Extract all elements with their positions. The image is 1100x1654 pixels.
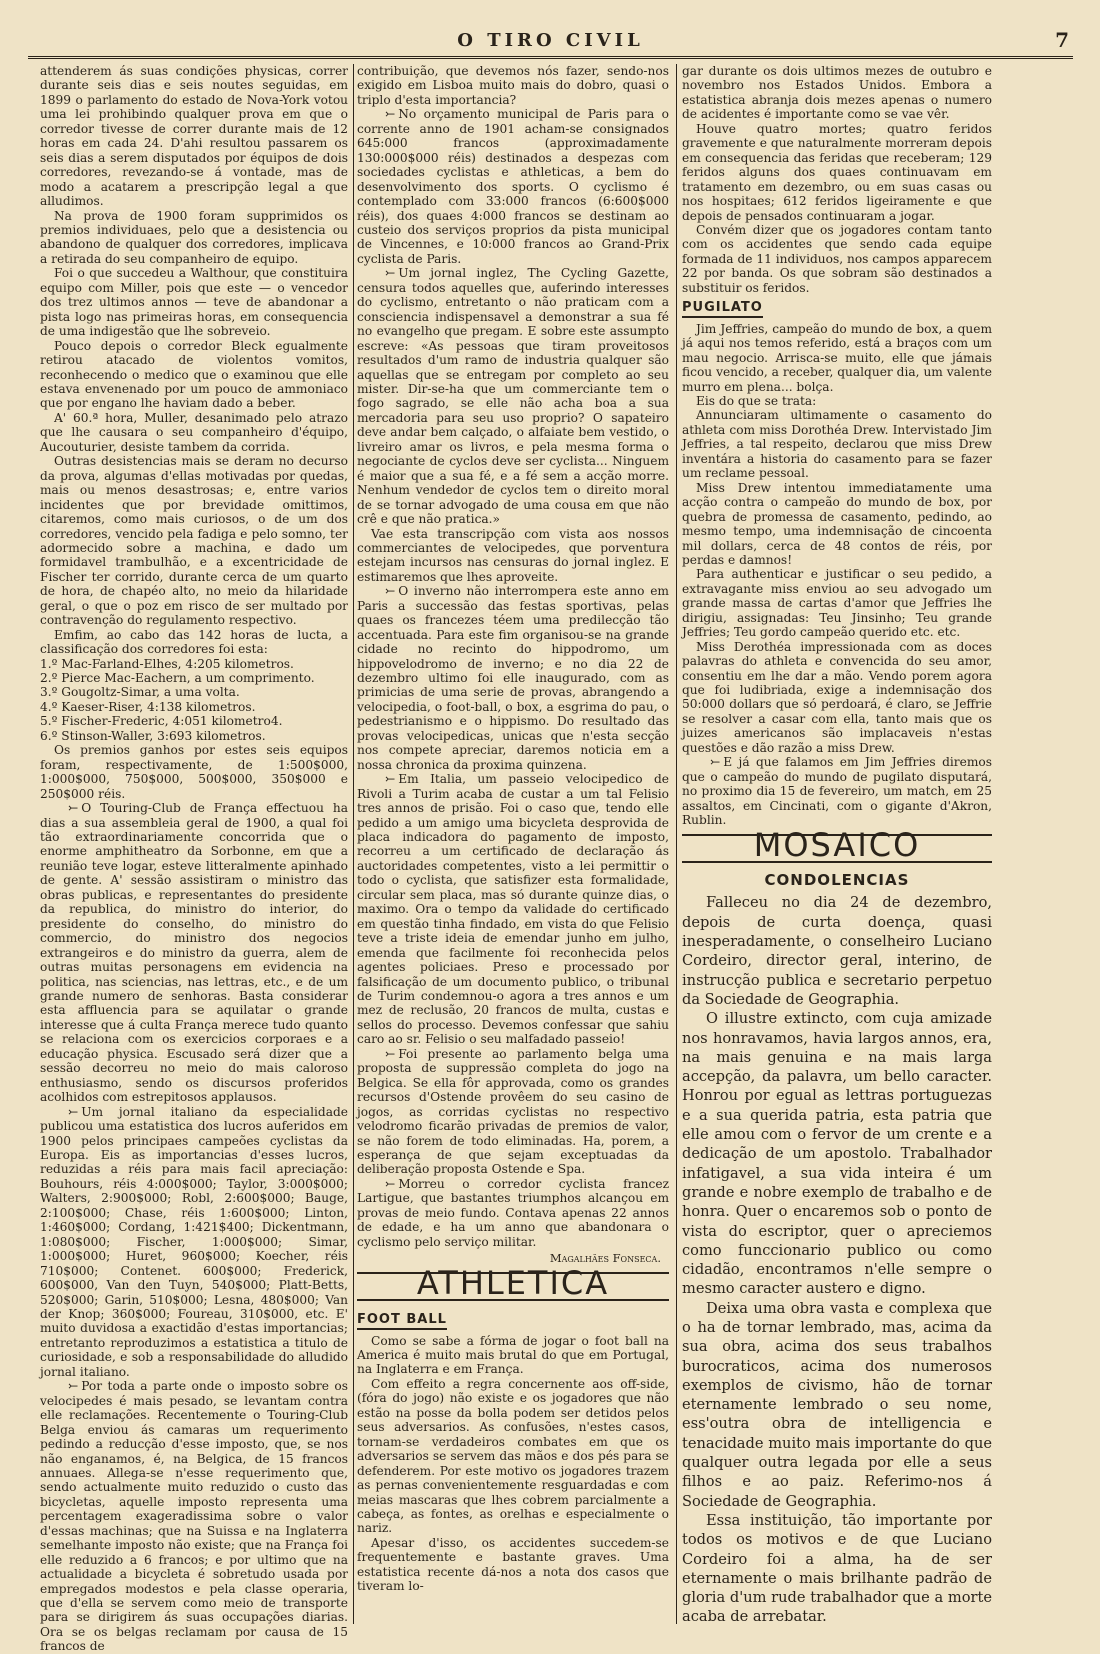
section-title: ATHLETICA — [416, 1263, 610, 1302]
hand-pointer-icon: ⤚ — [68, 801, 79, 816]
header-rule — [28, 56, 1073, 59]
paragraph: O illustre extincto, com cuja amizade nos honravamos, havia largos annos, era, na mais genuina e na mais larga accepção, da palavra, um bello caracter. Honrou por egual as lettras portuguezas e a sua querida patria, esta patria que elle amou com o fervor de um crente e a dedicação de um apostolo. Trabalhador infatigavel, a sua vida inteira é um grande e nobre exemplo de trabalho e de honra. Quer o encaremos sob o ponto de vista do escriptor, quer o apreciemos como funccionario publico ou como cidadão, encontramos n'elle sempre o mesmo caracter austero e digno. — [682, 1010, 992, 1298]
paragraph: Convém dizer que os jogadores contam tanto com os accidentes que sendo cada equipe formada de 11 individuos, nos campos apparecem 22 por banda. Os que sobram são destinados a substituir os feridos. — [682, 222, 992, 295]
obituary-text — [682, 893, 992, 1626]
subsection-title: CONDOLENCIAS — [764, 871, 910, 890]
paragraph: Houve quatro mortes; quatro feridos gravemente e que naturalmente morreram depois em consequencia das feridas que receberam; 129 feridos alguns dos quaes continuavam em tratamento em dezembro, ou em suas casas ou nos hospitaes; 612 feridos ligeiramente e que depois de pensados continuaram a jogar. — [682, 121, 992, 223]
paragraph: Na prova de 1900 foram supprimidos os premios individuaes, pelo que a desistencia ou abandono de qualquer dos corredores, implicava a retirada do seu companheiro de equipo. — [40, 208, 348, 266]
paragraph — [357, 772, 669, 1047]
subsection-title: PUGILATO — [682, 301, 763, 317]
column-2 — [357, 64, 669, 1629]
hand-pointer-icon: ⤚ — [385, 1046, 396, 1061]
paragraph-text: Um jornal inglez, The Cycling Gazette, censura todos aquelles que, auferindo interesses do cyclismo, entretanto o não praticam com a consciencia indispensavel a demonstrar a sua fé no evangelho que pregam. E sobre este assumpto escreve: «As pessoas que tiram proveitosos resultados d'um ramo de industria qualquer são aquellas que se entregam por completo ao seu mister. Dir-se-ha que um commerciante tem o fogo sagrado, se elle não acha boa a sua mercadoria para seu uso proprio? O sapateiro deve andar bem calçado, o alfaiate bem vestido, o livreiro amar os livros, e pela mesma forma o negociante de cyclos deve ser cyclista... Ninguem é maior que a sua fé, e a fé sem a acção morre. Nenhum vendedor de cyclos tem o direito moral de se tornar advogado de uma cousa em que não crê e que não pratica.» — [357, 266, 669, 527]
paragraph: attenderem ás suas condições physicas, correr durante seis dias e seis noutes seguidas, em 1899 o parlamento do estado de Nova-York votou uma lei prohibindo qualquer prova em que o corredor tivesse de correr durante mais de 12 horas em cada 24. D'ahi resultou passarem os seis dias a serem disputados por équipos de dois corredores, revezando-se á vontade, mas de modo a acatarem a prescripção legal a que alludimos. — [40, 64, 348, 209]
paragraph — [357, 107, 669, 266]
paragraph — [40, 1105, 348, 1380]
paragraph: Essa instituição, tão importante por todos os motivos e de que Luciano Cordeiro foi a alma, ha de ser eternamente o mais brilhante padrão de gloria d'um rude trabalhador que a morte acaba de arrebatar. — [682, 1511, 992, 1626]
paragraph: Miss Drew intentou immediatamente uma acção contra o campeão do mundo de box, por quebra de promessa de casamento, pedindo, ao mesmo tempo, uma indemnisação de cincoenta mil dollars, cerca de 48 contos de réis, por perdas e damnos! — [682, 480, 992, 567]
hand-pointer-icon: ⤚ — [385, 1176, 396, 1191]
paragraph — [357, 584, 669, 772]
paragraph — [40, 801, 348, 1105]
hand-pointer-icon: ⤚ — [385, 584, 396, 599]
paragraph-text: No orçamento municipal de Paris para o corrente anno de 1901 acham-se consignados 645:000 francos (approximadamente 130:000$000 réis) destinados a despezas com sociedades cyclistas e athleticas, a bem do desenvolvimento dos sports. O cyclismo é contemplado com 33:000 francos (6:600$000 réis), dos quaes 4:000 francos se destinam ao custeio dos serviços proprios da pista municipal de Vincennes, e 10:000 francos ao Grand-Prix cyclista de Paris. — [357, 107, 669, 266]
paragraph: Pouco depois o corredor Bleck egualmente retirou atacado de violentos vomitos, reconhecendo o medico que o examinou que elle estava envenenado por um pouco de ammoniaco que por engano lhe haviam dado a beber. — [40, 338, 348, 411]
paragraph: Jim Jeffries, campeão do mundo de box, a quem já aqui nos temos referido, está a braços com um mau negocio. Arrisca-se muito, elle que jámais ficou vencido, a receber, qualquer dia, um valente murro em plena... bolça. — [682, 321, 992, 394]
newspaper-title: O TIRO CIVIL — [457, 30, 644, 51]
subsection-title: FOOT BALL — [357, 1313, 447, 1329]
paragraph: Emfim, ao cabo das 142 horas de lucta, a classificação dos corredores foi esta: — [40, 627, 348, 657]
paragraph: Como se sabe a fórma de jogar o foot ball na America é muito mais brutal do que em Portugal, na Inglaterra e em França. — [357, 1333, 669, 1377]
paragraph — [40, 1379, 348, 1654]
list-item: 4.º Kaeser-Riser, 4:138 kilometros. — [40, 699, 256, 714]
paragraph: Eis do que se trata: — [696, 393, 817, 408]
page-header — [28, 24, 1073, 50]
hand-pointer-icon: ⤚ — [385, 107, 396, 122]
paragraph: Deixa uma obra vasta e complexa que o ha de tornar lembrado, mas, acima da sua obra, acima dos seus trabalhos burocraticos, acima dos numerosos exemplos de civismo, hão de tornar eternamente lembrado o seu nome, ess'outra obra de intelligencia e tenacidade muito mais importante do que qualquer outra legada por elle a seus filhos e ao paiz. Referimo-nos á Sociedade de Geographia. — [682, 1299, 992, 1510]
paragraph-text: Em Italia, um passeio velocipedico de Rivoli a Turim acaba de custar a um tal Felisio tres annos de prisão. Foi o caso que, tendo elle pedido a um amigo uma bicycleta desprovida de placa indicadora do pagamento de imposto, recorreu a um certificado de declaração ás auctoridades competentes, visto a lei permittir o todo o cyclista, que satisfizer esta formalidade, circular sem placa, mas só durante quinze dias, o maximo. Ora o tempo da validade do certificado em questão tinha findado, em vista do que Felisio teve a triste ideia de emendar junho em julho, emenda que facilmente foi reconhecida pelos agentes policiaes. Preso e processado por falsificação de um documento publico, o tribunal de Turim condemnou-o agora a tres annos e um mez de reclusão, 20 francos de multa, custas e sellos do processo. Devemos confessar que sahiu caro ao sr. Felisio o seu malfadado passeio! — [357, 772, 669, 1047]
paragraph: Miss Derothéa impressionada com as doces palavras do athleta e convencida do seu amor, consentiu em lhe dar a mão. Vendo porem agora que foi ludibriada, exige a indemnisação dos 50:000 dollars que só perdoará, é claro, se Jeffrie se resolver a casar com ella, tanto mais que os juizes americanos são implacaveis n'estas questões e dão razão a miss Drew. — [682, 639, 992, 755]
hand-pointer-icon: ⤚ — [68, 1379, 79, 1394]
paragraph: Apesar d'isso, os accidentes succedem-se frequentemente e bastante graves. Uma estatistica recente dá-nos a nota dos casos que tiveram lo- — [357, 1535, 669, 1594]
paragraph-text: O Touring-Club de França effectuou ha dias a sua assembleia geral de 1900, a qual foi tão extraordinariamente concorrida que o enorme amphitheatro da Sorbonne, em que a reunião teve logar, esteve litteralmente apinhado de gente. A' sessão assistiram o ministro das obras publicas, e representantes do presidente da republica, do ministro do interior, do presidente do conselho, do ministro do commercio, do ministro dos negocios extrangeiros e do ministro da guerra, alem de outras muitas personagens em evidencia na politica, nas sciencias, nas lettras, etc., e de um grande numero de senhoras. Basta considerar esta affluencia para se aquilatar o grande interesse que á culta França merece tudo quanto se relaciona com os exercicios corporaes e a educação physica. Escusado será dizer que a sessão decorreu no meio do mais caloroso enthusiasmo, sendo os discursos proferidos acolhidos com estrepitosos applausos. — [40, 801, 348, 1105]
paragraph: Outras desistencias mais se deram no decurso da prova, algumas d'ellas motivadas por quedas, mais ou menos desastrosas; e, entre varios incidentes que por brevidade omittimos, citaremos, como mais curiosos, o de um dos corredores, vencido pela fadiga e pelo somno, ter adormecido sobre a machina, e dado um formidavel trambulhão, e a excentricidade de Fischer ter corrido, durante cerca de um quarto de hora, de chapéo alto, no meio da hilaridade geral, o que o poz em risco de ser multado por contravenção do regulamento respectivo. — [40, 454, 348, 628]
paragraph: Foi o que succedeu a Walthour, que constituira equipo com Miller, pois que este — o vencedor dos trez ultimos annos — teve de abandonar a pista logo nas primeiras horas, em consequencia de uma indigestão que lhe sobreveio. — [40, 266, 348, 339]
section-header-athletica — [357, 1263, 669, 1302]
author-signature: Magalhães Fonseca. — [549, 1251, 661, 1266]
column-divider — [353, 64, 354, 1624]
list-item: 3.º Gougoltz-Simar, a uma volta. — [40, 685, 240, 700]
paragraph: Annunciaram ultimamente o casamento do athleta com miss Dorothéa Drew. Intervistado Jim Jeffries, a tal respeito, declarou que miss Drew inventára a historia do casamento para se fazer um reclame pessoal. — [682, 408, 992, 481]
column-3 — [682, 64, 992, 1629]
paragraph-text: E já que falamos em Jim Jeffries diremos que o campeão do mundo de pugilato disputará, no proximo dia 15 de fevereiro, um match, em 25 assaltos, em Cincinati, com o gigante d'Akron, Rublin. — [682, 755, 992, 828]
hand-pointer-icon: ⤚ — [68, 1104, 79, 1119]
paragraph: Com effeito a regra concernente aos off-side, (fóra do jogo) não existe e os jogadores que não estão na posse da bolla podem ser detidos pelos seus adversarios. As confusões, n'estes casos, tornam-se verdadeiros combates em que os adversarios se servem das mãos e dos pés para se defenderem. Por este motivo os jogadores trazem as pernas convenientemente resguardadas e com meias mascaras que lhes cobrem parcialmente a cabeça, as fontes, as orelhas e especialmente o nariz. — [357, 1376, 669, 1536]
paragraph: Os premios ganhos por estes seis equipos foram, respectivamente, de 1:500$000, 1:000$000, 750$000, 500$000, 350$000 e 250$000 réis. — [40, 743, 348, 801]
paragraph: Falleceu no dia 24 de dezembro, depois de curta doença, quasi inesperadamente, o conselheiro Luciano Cordeiro, director geral, interino, de instrucção publica e secretario perpetuo da Sociedade de Geographia. — [682, 894, 992, 1008]
paragraph: gar durante os dois ultimos mezes de outubro e novembro nos Estados Unidos. Embora a estatistica abranja dois mezes apenas o numero de acidentes é importante como se vae vêr. — [682, 64, 992, 122]
paragraph — [357, 266, 669, 526]
page-number: 7 — [1055, 28, 1069, 52]
paragraph-text: O inverno não interrompera este anno em Paris a successão das festas sportivas, pelas quaes os francezes téem uma predilecção tão accentuada. Para este fim organisou-se na grande cidade no recinto do hippodromo, um hippovelodromo de inverno; e no dia 22 de dezembro ultimo foi elle inaugurado, com as primicias de uma serie de provas, abrangendo a velocipedia, o foot-ball, o box, a esgrima do pau, o pedestrianismo e o hippismo. Do resultado das provas velocipedicas, unicas que n'esta secção nos compete apreciar, daremos noticia em a nossa chronica da proxima quinzena. — [357, 584, 669, 772]
section-title: MOSAICO — [753, 825, 921, 864]
paragraph-text: Um jornal italiano da especialidade publicou uma estatistica dos lucros auferidos em 1900 pelos principaes campeões cyclistas da Europa. Eis as importancias d'esses lucros, reduzidas a réis para mais facil apreciação: Bouhours, réis 4:000$000; Taylor, 3:000$000; Walters, 2:900$000; Robl, 2:600$000; Bauge, 2:100$000; Chase, réis 1:600$000; Linton, 1:460$000; Cordang, 1:421$400; Dickentmann, 1:080$000; Fischer, 1:000$000; Simar, 1:000$000; Huret, 960$000; Koecher, réis 710$000; Contenet. 600$000; Frederick, 600$000, Van den Tuyn, 540$000; Platt-Betts, 520$000; Garin, 510$000; Lesna, 480$000; Van der Knop; 360$000; Foureau, 310$000, etc. E' muito duvidosa a exactidão d'estas importancias; entretanto reproduzimos a estatistica a titulo de curiosidade, e sob a responsabilidade do alludido jornal italiano. — [40, 1104, 348, 1379]
paragraph — [357, 1047, 669, 1177]
classification-list — [40, 657, 348, 744]
paragraph-text: Foi presente ao parlamento belga uma proposta de suppressão completa do jogo na Belgica. Se ella fôr approvada, como os grandes recursos d'Ostende provêem do seu casino de jogos, as corridas cyclistas no respectivo velodromo ficarão privadas de premios de valor, se não forem de todo eliminadas. Ha, porem, a esperança de que sejam exceptuadas da deliberação proposta Ostende e Spa. — [357, 1046, 669, 1177]
paragraph: contribuição, que devemos nós fazer, sendo-nos exigido em Lisboa muito mais do dobro, quasi o triplo d'esta importancia? — [357, 64, 669, 107]
list-item: 6.º Stinson-Waller, 3:693 kilometros. — [40, 728, 266, 743]
paragraph: Para authenticar e justificar o seu pedido, a extravagante miss enviou ao seu advogado um grande massa de cartas d'amor que Jeffries lhe dirigiu, assignadas: Teu Jinsinho; Teu grande Jeffries; Teu gordo campeão querido etc. etc. — [682, 567, 992, 640]
list-item: 5.º Fischer-Frederic, 4:051 kilometro4. — [40, 714, 283, 729]
section-header-mosaico — [682, 825, 992, 864]
paragraph — [357, 1177, 669, 1249]
paragraph: A' 60.ª hora, Muller, desanimado pelo atrazo que lhe causara o seu companheiro d'équipo, Aucouturier, desiste tambem da corrida. — [40, 410, 348, 454]
column-1 — [40, 64, 348, 1654]
column-divider — [676, 64, 677, 1624]
hand-pointer-icon: ⤚ — [385, 266, 396, 281]
paragraph — [682, 755, 992, 827]
paragraph: Vae esta transcripção com vista aos nossos commerciantes de velocipedes, que porventura estejam incursos nas censuras do jornal inglez. E estimaremos que lhes aproveite. — [357, 526, 669, 584]
hand-pointer-icon: ⤚ — [710, 755, 721, 770]
list-item: 2.º Pierce Mac-Eachern, a um comprimento. — [40, 671, 315, 686]
paragraph-text: Morreu o corredor cyclista francez Lartigue, que bastantes triumphos alcançou em provas de meio fundo. Contava apenas 22 annos de edade, e ha um anno que abandonara o cyclismo pelo serviço militar. — [357, 1176, 669, 1249]
paragraph-text: Por toda a parte onde o imposto sobre os velocipedes é mais pesado, se levantam contra elle reclamações. Recentemente o Touring-Club Belga enviou ás camaras um requerimento pedindo a reducção d'esse imposto, que, se nos não enganamos, é, na Belgica, de 15 francos annuaes. Allega-se n'esse requerimento que, sendo actualmente muito reduzido o custo das bicycletas, aquelle imposto representa uma percentagem exageradissima sobre o valor d'essas machinas; que na Suissa e na Inglaterra semelhante imposto não existe; que na França foi elle reduzido a 6 francos; e por ultimo que na actualidade a bicycleta é sobretudo usada por empregados modestos e pela classe operaria, que d'ella se servem como meio de transporte para se dirigirem ás suas occupações diarias. Ora se os belgas reclamam por causa de 15 francos de — [40, 1379, 348, 1654]
hand-pointer-icon: ⤚ — [385, 772, 396, 787]
list-item: 1.º Mac-Farland-Elhes, 4:205 kilometros. — [40, 656, 294, 671]
